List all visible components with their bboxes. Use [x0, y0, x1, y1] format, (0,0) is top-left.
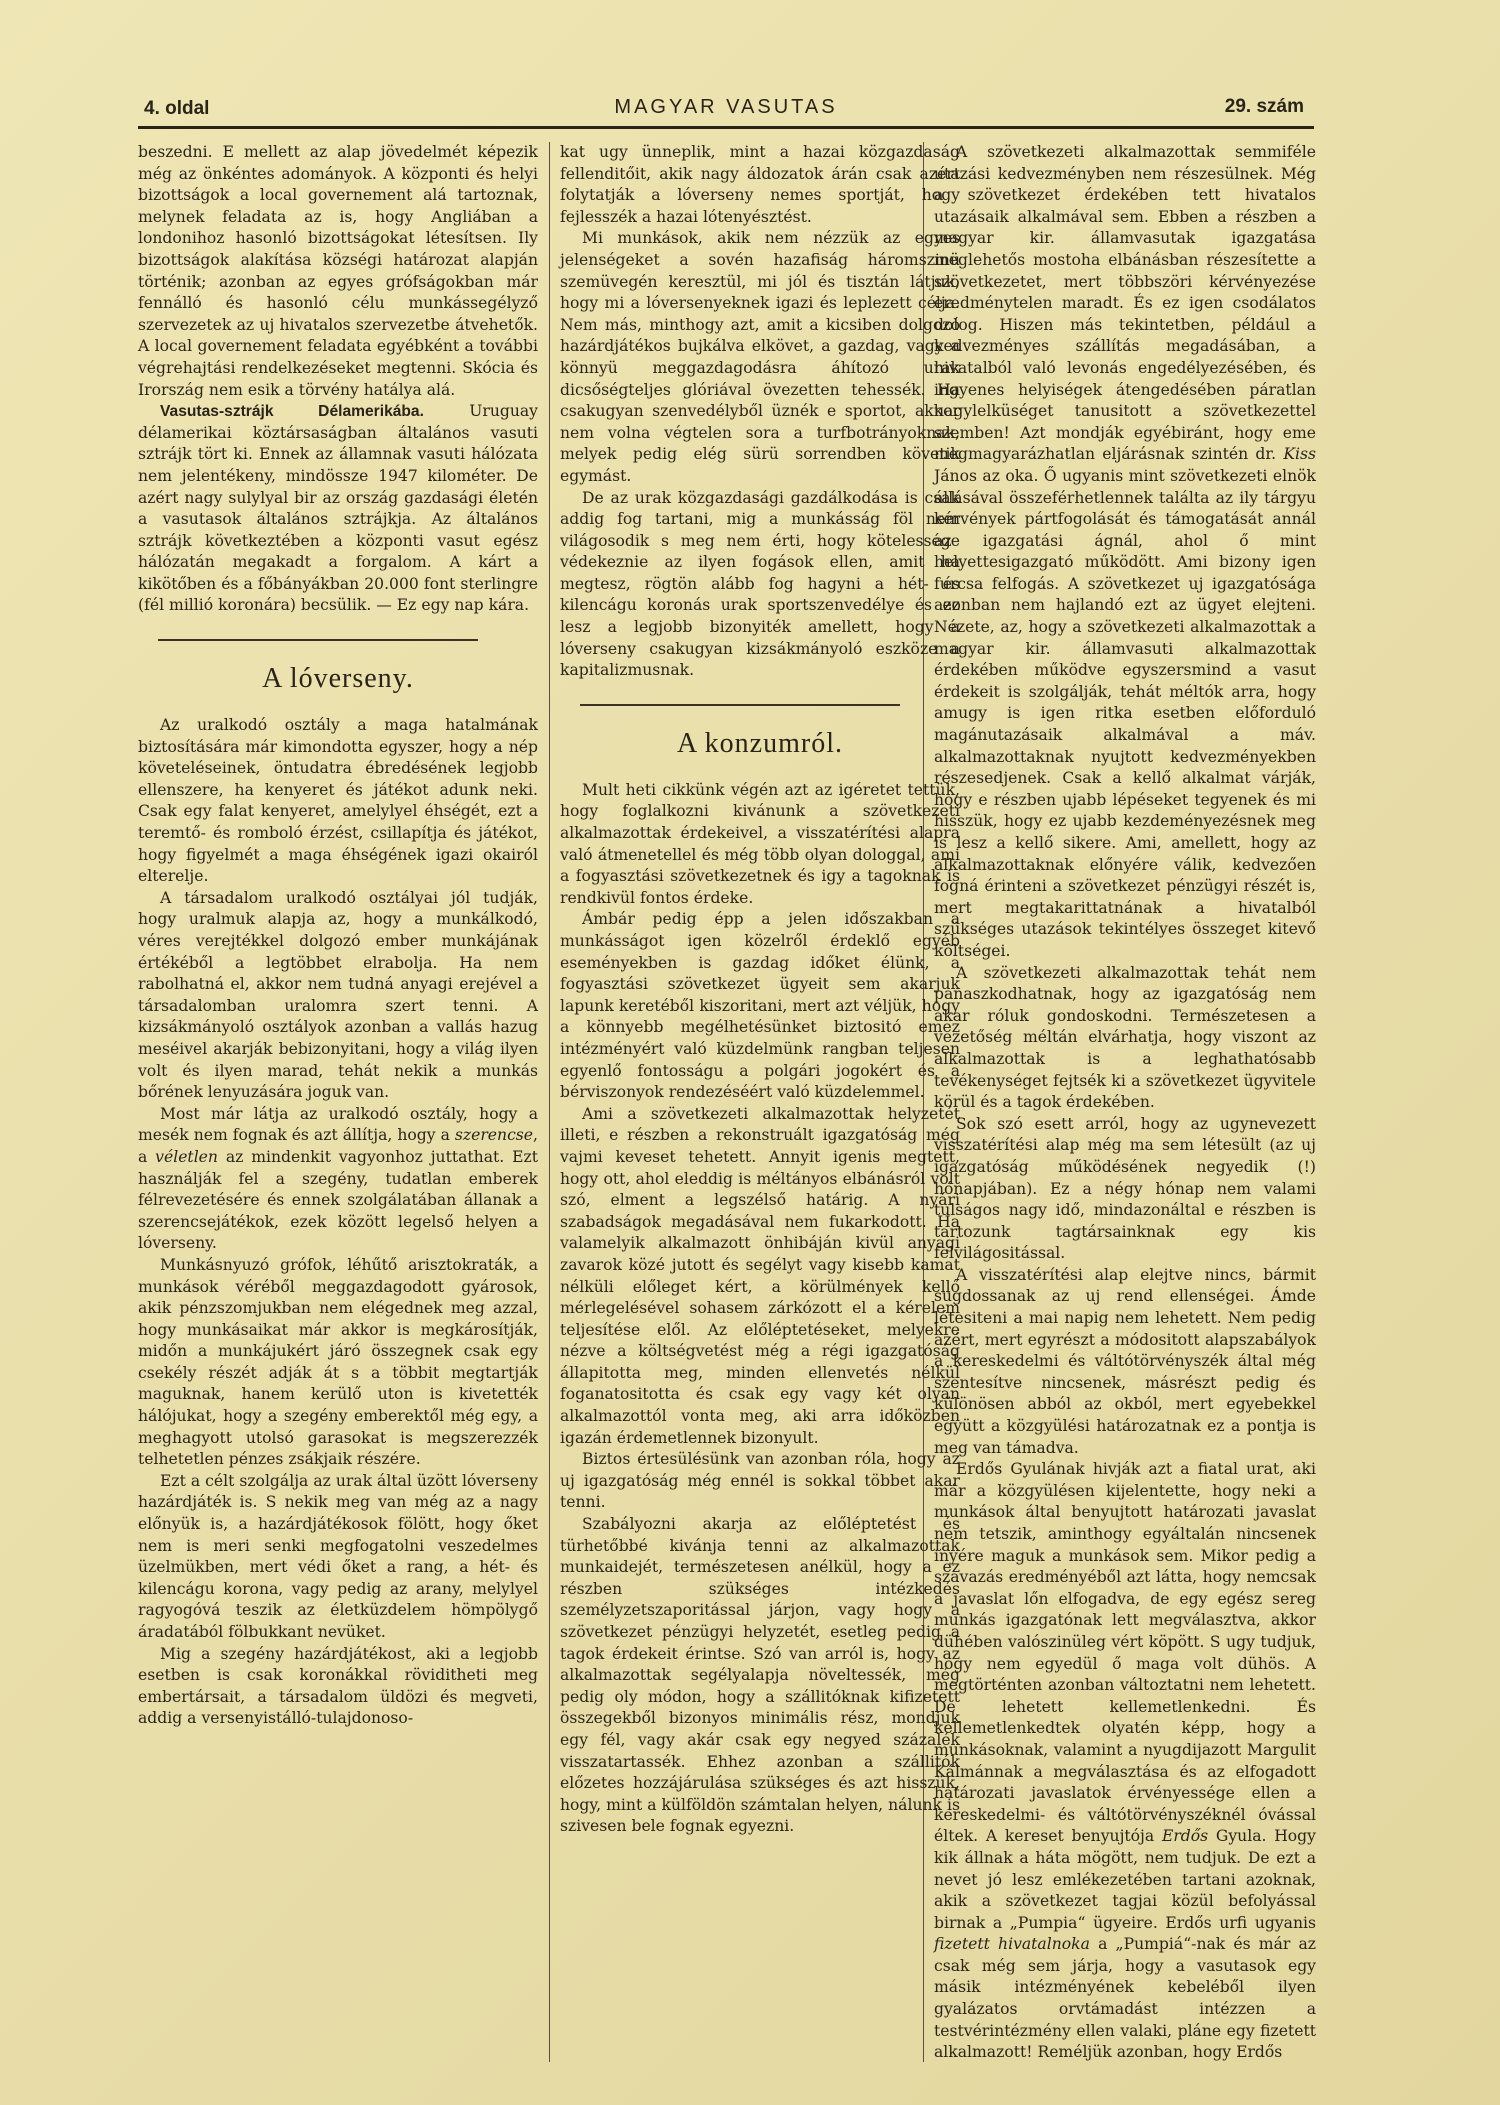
emphasis: véletlen: [155, 1147, 218, 1166]
paragraph: Mi munkások, akik nem nézzük az egyes jelenségeket a sovén hazafiság háromszinü szemüvegén keresztül, mi jól és tisztán látjuk, hogy mi a lóversenyeknek igazi és leplezett célja. Nem más, minthogy azt, amit a kicsiben dolgozó hazárdjátékos bujkálva elkövet, a gazdag, vagy a könnyü meggazdagodásra áhítozó urak dicsőségteljes glóriával övezetten tehessék. Ha csakugyan szenvedélyből üznék e sportot, akkor nem volna végtelen sora a turfbotrányoknak, melyek pedig elég sürü sorrendben követik egymást.: [560, 229, 960, 485]
paragraph-text: János az oka. Ő ugyanis mint szövetkezeti elnök állásával összeférhetlennek találta az ily tárgyu kérvények pártfogolását és támogatását annál az igazgatási ágnál, ahol ő mint helyettesigazgató működött. Ami bizony igen furcsa felfogás. A szövetkezet uj igazgatósága azonban nem hajlandó ezt az ügyet elejteni. Nézete, az, hogy a szövetkezeti alkalmazottak a magyar kir. államvasuti alkalmazottak érdekében működve egyszersmind a vasut érdekeit is szolgálják, tehát méltók arra, hogy amugy is igen ritka esetben előforduló magánutazásaik alkalmával a máv. alkalmazottaknak nyujtott kedvezményekben részesedjenek. Csak a kellő alkalmat várják, hogy e részben ujabb lépéseket tegyenek és mi hisszük, hogy ez ujabb kezdeményezésnek meg is lesz a kellő sikere. Ami, amellett, hogy az alkalmazottaknak előnyére válik, kedvezően fogná érinteni a szövetkezet pénzügyi részét is, mert megtakarittatnának a hivatalból szükséges utazások tekintélyes összeget kitevő költségei.: [934, 466, 1316, 960]
paragraph: [138, 1104, 538, 1255]
paragraph: beszedni. E mellett az alap jövedelmét képezik még az önkéntes adományok. A központi és helyi bizottságok a local governement alá tartoznak, melynek feladata az is, hogy Angliában a londonihoz hasonló bizottságokat létesítsen. Ily bizottságok alakítása községi határozat alapján történik; azonban az egyes grófságokban már fennálló és hasonló célu munkássegélyző szervezetek az uj hivatalos szervezetbe átvehetők. A local governement feladata egyébként a további végrehajtási rendelkezéseket megtenni. Skócia és Irország nem esik a törvény hatálya alá.: [138, 143, 538, 399]
page-number: 4. oldal: [144, 98, 210, 119]
section-rule: [158, 639, 478, 641]
paragraph: Mult heti cikkünk végén azt az igéretet tettük, hogy foglalkozni kivánunk a szövetkezeti alkalmazottak érdekeivel, a visszatérítési alapra való átmenetellel és még több olyan dologgal, ami a fogyasztási szövetkezetnek és igy a tagoknak is rendkivül fontos érdeke.: [560, 780, 960, 907]
paragraph: A társadalom uralkodó osztályai jól tudják, hogy uralmuk alapja az, hogy a munkálkodó, véres verejtékkel dolgozó ember munkájának értékéből a legtöbbet elrabolja. Ha nem rabolhatná el, akkor nem tudná anyagi erejével a társadalomban uralomra szert tenni. A kizsákmányoló osztályok azonban a vallás hazug meséivel akarják bebizonyitani, hogy a világ ilyen volt és ilyen marad, tehát nekik a munkás bőrének lenyuzására joguk van.: [138, 888, 538, 1102]
paragraph-text: Erdős Gyulának hivják azt a fiatal urat, aki már a közgyülésen kijelentette, hogy neki a munkások által benyujtott határozati javaslat nem tetszik, aminthogy egyáltalán nincsenek inyére maguk a munkások sem. Mikor pedig a szavazás eredményéből azt látta, hogy nemcsak a javaslat lőn elfogadva, de egy egész sereg munkás igazgatónak lett megválasztva, akkor dühében valószinüleg vért köpött. S ugy tudjuk, hogy nem egyedül ő maga volt dühös. A megtörténten azonban változtatni nem lehetett. De lehetett kellemetlenkedni. És kellemetlenkedtek olyatén képp, hogy a munkásoknak, valamint a nyugdijazott Margulit Kálmánnak a megválasztása és az elfogadott határozati javaslatok érvényessége ellen a kereskedelmi- és váltótörvényszéknél óvással éltek. A kereset benyujtója: [934, 1460, 1316, 1846]
article-heading-konzum: A konzumról.: [677, 727, 843, 759]
masthead-title: MAGYAR VASUTAS: [614, 96, 838, 118]
page-header: [138, 96, 1314, 129]
paragraph: A szövetkezeti alkalmazottak tehát nem panaszkodhatnak, hogy az igazgatóság nem akar róluk gondoskodni. Természetesen a vezetőség méltán elvárhatja, hogy viszont az alkalmazottak is a leghathatósabb tevékenységet fejtsék ki a szövetkezet ügyvitele körül és a tagok érdekében.: [934, 963, 1316, 1112]
paragraph: [934, 142, 1316, 963]
paragraph-text: Most már látja az uralkodó osztály, hogy a mesék nem fognak és azt állítja, hogy a: [138, 1104, 538, 1145]
column-3: [934, 142, 1316, 2064]
runin-heading: Vasutas-sztrájk Délamerikába.: [160, 403, 424, 421]
paragraph: Ámbár pedig épp a jelen időszakban a munkásságot igen közelről érdeklő egyéb eseményekben is gazdag időket élünk, a fogyasztási szövetkezet ügyeit sem akarjuk lapunk keretéből kiszoritani, mert azt véljük, hogy a könnyebb megélhetésünket biztositó emez intézményért való küzdelmünk rangban teljesen egyenlő fontosságu a polgári jogokért és a bérviszonyok rendezéséért való küzdelemmel.: [560, 910, 960, 1102]
column-2: [560, 142, 960, 1838]
emphasis: Erdős: [1161, 1827, 1209, 1846]
paragraph-text: az mindenkit vagyonhoz juttathat. Ezt használják fel a szegény, tudatlan emberek félrevezetésére és ennek szolgálatában állanak a szerencsejátékok, ezek között legelső helyen a lóverseny.: [138, 1147, 538, 1253]
paragraph: Ezt a célt szolgálja az urak által üzött lóverseny hazárdjáték is. S nekik meg van még az a nagy előnyük is, a hazárdjátékosok fölött, hogy őket nem is meri senki megfogatolni veszedelmes üzelmükben, mert védi őket a rang, a hét- és kilencágu korona, vagy pedig az arany, melylyel ragyogóvá teszik az életküzdelem hömpölygő áradatából fölbukkant nevüket.: [138, 1471, 538, 1641]
paragraph: Ami a szövetkezeti alkalmazottak helyzetét illeti, e részben a rekonstruált igazgatóság még vajmi keveset tehetett. Annyit igenis megtett, hogy ott, ahol eleddig is méltányos elbánásról volt szó, elment a legszélső határig. A nyári szabadságok megadásával nem fukarkodott. Ha valamelyik alkalmazott önhibáján kivül anyagi zavarok közé jutott és segélyt vagy kisebb kamat nélküli előleget kért, a körülmények kellő mérlegelésével sohasem zárkózott el a kérelem teljesítése elől. Az előléptetéseket, melyekre nézve a költségvetést még a régi igazgatóság állapitotta meg, minden ellenvetés nélkül foganatositotta és csak egy vagy két olyan alkalmazottól vonta meg, aki arra időközben igazán érdemetlennek bizonyult.: [560, 1104, 960, 1447]
paragraph-text: Uruguay délamerikai köztársaságban általános vasuti sztrájk tört ki. Ennek az államnak vasuti hálózata nem jelentékeny, mindössze 1947 kilométer. De azért nagy sulylyal bir az ország gazdasági életén a vasutasok általános sztrájkja. Az általános sztrájk következtében a központi vasut egész hálózatán megakadt a forgalom. A kárt a kikötőben és a főbányákban 20.000 font sterlingre (fél millió koronára) becsülik. — Ez egy nap kára.: [138, 402, 538, 615]
paragraph: Mig a szegény hazárdjátékost, aki a legjobb esetben is csak koronákkal röviditheti meg embertársait, a társadalom üldözi és megveti, addig a versenyistálló-tulajdonoso-: [138, 1644, 538, 1728]
paragraph: Biztos értesülésünk van azonban róla, hogy az uj igazgatóság még ennél is sokkal többet akar tenni.: [560, 1450, 960, 1512]
paragraph-text: , a: [138, 1126, 538, 1166]
paragraph: [138, 401, 538, 617]
paragraph: De az urak közgazdasági gazdálkodása is csak addig fog tartani, mig a munkásság föl nem világosodik s meg nem érti, hogy kötelessége védekeznie az ilyen fogások ellen, amit ha megtesz, rögtön alább fog hagyni a hét- és kilencágu koronás urak sportszenvedélye és ez lesz a legjobb bizonyiték amellett, hogy a lóverseny csakugyan kizsákmányoló eszköze a kapitalizmusnak.: [560, 488, 960, 680]
paragraph-text: A szövetkezeti alkalmazottak semmiféle utazási kedvezményben nem részesülnek. Még a szövetkezet érdekében tett hivatalos utazásaik alkalmával sem. Ebben a részben a magyar kir. államvasutak igazgatása meglehetős mostoha elbánásban részesítette a szövetkezetet, mert többszöri kérvényezése eredménytelen maradt. És ez igen csodálatos dolog. Hiszen más tekintetben, például a kedvezményes szállítás megadásában, a hivatalból való levonás engedélyezésében, és ingyenes helyiségek átengedésében páratlan nagylelküséget tanusitott a szövetkezettel szemben! Azt mondják egyébiránt, hogy eme megmagyarázhatlan eljárásnak szintén dr.: [934, 143, 1316, 464]
paragraph-text: Gyula. Hogy kik állnak a háta mögött, nem tudjuk. De ezt a nevet jó lesz emlékezetében tartani azoknak, akik a szövetkezet tagjai közül befolyással birnak a „Pumpia“ ügyeire. Erdős urfi ugyanis: [934, 1827, 1316, 1932]
paragraph: Az uralkodó osztály a maga hatalmának biztosítására már kimondotta egyszer, hogy a nép követeléseinek, öntudatra ébredésének legjobb ellenszere, ha kenyeret és játékot adunk neki. Csak egy falat kenyeret, amelylyel éhségét, ezt a teremtő- és romboló érzést, csillapítja és játékot, hogy figyelmét a maga éhségének igazi okairól elterelje.: [138, 716, 538, 886]
paragraph-text: a „Pumpiá“-nak és már az csak még sem járja, hogy a vasutasok egy másik intézményének kebeléből ilyen gyalázatos orvtámadást intézzen a testvérintézmény ellen valaki, pláne egy fizetett alkalmazott! Reméljük azonban, hogy Erdős: [934, 1935, 1316, 2062]
emphasis: fizetett hivatalnoka: [934, 1935, 1090, 1954]
column-1: [138, 142, 538, 1730]
paragraph: [934, 1459, 1316, 2064]
column-divider: [549, 142, 550, 2062]
paragraph: Sok szó esett arról, hogy az ugynevezett visszatérítési alap még ma sem létesült (az uj igazgatóság működésének negyedik (!) hónapjában). Ez a négy hónap nem valami tulságos nagy idő, mindazonáltal e részben is tartozunk tagtársainknak egy kis felvilágositással.: [934, 1114, 1316, 1263]
article-heading-loverseny: A lóverseny.: [262, 663, 414, 695]
paragraph: Munkásnyuzó grófok, léhűtő arisztokraták, a munkások véréből meggazdagodott gyárosok, akik pénzszomjukban nem elégednek meg azzal, hogy munkásaikat már akkor is megkárosítják, midőn a munkájukért járó összegnek csak egy csekély részét adják át s a többit megtartják maguknak, hanem kerülő uton is kivetették hálójukat, hogy a szegény emberektől még egy, a meghagyott utolsó garasokat is megszerezzék telhetetlen pénzes zsákjaik részére.: [138, 1255, 538, 1469]
issue-number: 29. szám: [1224, 96, 1304, 117]
emphasis: szerencse: [454, 1126, 534, 1145]
paragraph: A visszatérítési alap elejtve nincs, bármit sugdossanak az uj rend ellenségei. Ámde létesiteni a mai napig nem lehetett. Nem pedig azért, mert egyrészt a módositott alapszabályok a kereskedelmi és váltótörvényszék által még szentesítve nincsenek, másrészt pedig és különösen abból az okból, mert egyebekkel együtt a közgyülési határozatnak ez a pontja is meg van támadva.: [934, 1265, 1316, 1457]
paragraph: kat ugy ünneplik, mint a hazai közgazdaság fellenditőit, akik nagy áldozatok árán csak azért folytatják a lóverseny nemes sportját, hogy fejlesszék a hazai lótenyésztést.: [560, 143, 960, 226]
section-rule: [580, 704, 900, 706]
emphasis: Kiss: [1283, 445, 1316, 464]
paragraph: Szabályozni akarja az előléptetést és türhetőbbé kivánja tenni az alkalmazottak munkaidejét, természetesen anélkül, hogy a ez részben szükséges intézkedés személyzetszaporitással járjon, vagy hogy a szövetkezet pénzügyi helyzetét, esetleg pedig a tagok érdekeit érintse. Szó van arról is, hogy az alkalmazottak segélyalapja növeltessék, még pedig oly módon, hogy a szállitóknak kifizetett összegekből bizonyos minimális rész, mondjuk egy fél, vagy akár csak egy negyed százalék visszatartassék. Ehhez azonban a szállitók előzetes hozzájárulása szükséges és azt hisszük, hogy, mint a külföldön számtalan helyen, nálunk is szivesen bele fognak egyezni.: [560, 1515, 960, 1836]
